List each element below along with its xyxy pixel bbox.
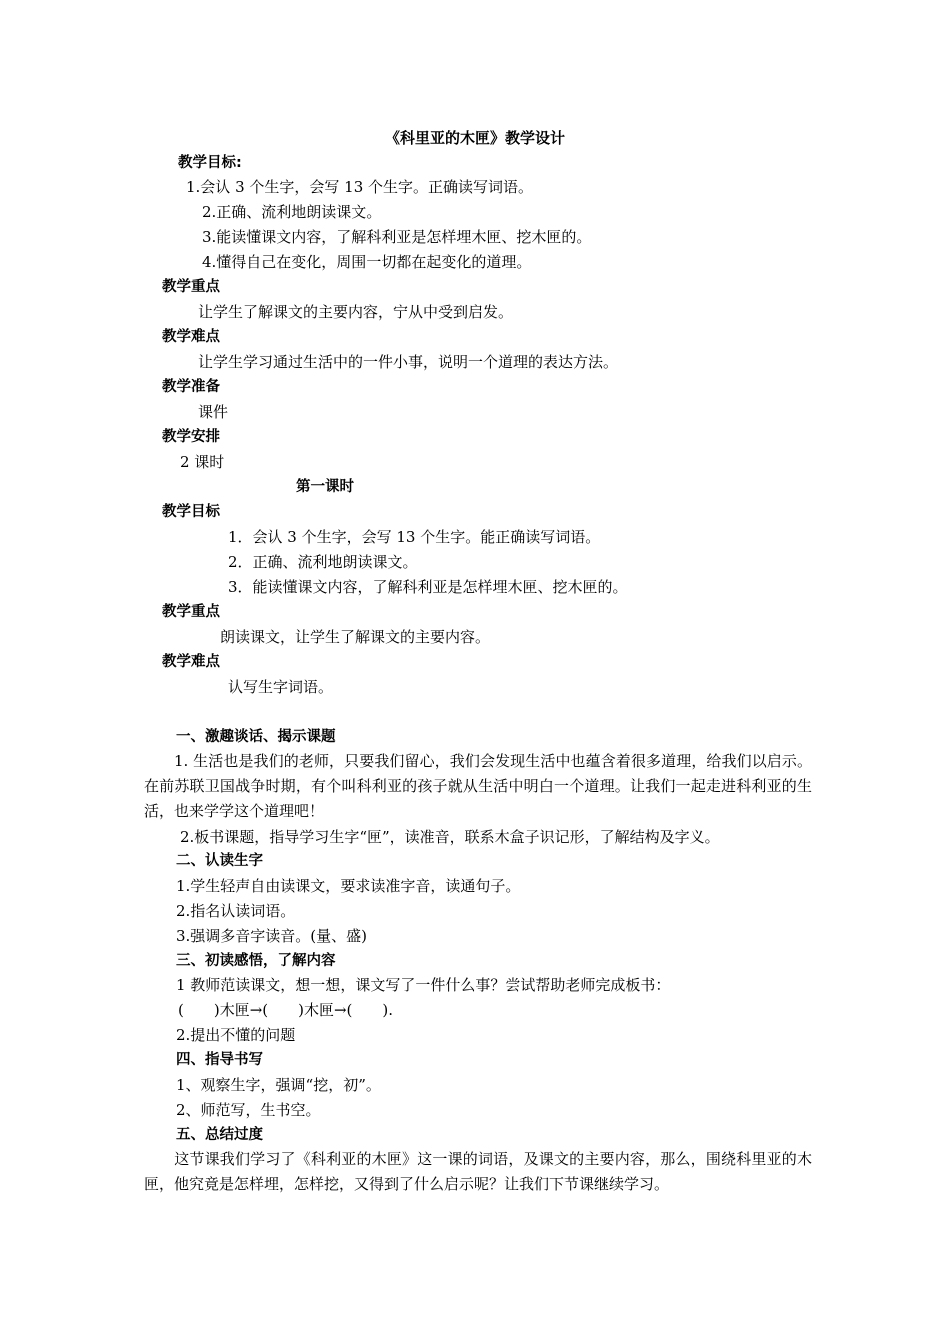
lesson1-heading: 第一课时 — [296, 479, 354, 495]
section2-item: 2.指名认读词语。 — [176, 902, 296, 920]
section3-paragraph-1: 1 教师范读课文，想一想，课文写了一件什么事？尝试帮助老师完成板书： — [176, 976, 671, 994]
lesson1-goal-item: 1．会认 3 个生字，会写 13 个生字。能正确读写词语。 — [228, 528, 601, 546]
goal-item: 3.能读懂课文内容，了解科利亚是怎样埋木匣、挖木匣的。 — [202, 228, 592, 246]
difficulty-text: 让学生学习通过生活中的一件小事，说明一个道理的表达方法。 — [198, 353, 619, 371]
prep-heading: 教学准备 — [162, 379, 220, 395]
section1-paragraph-1-text: 1. 生活也是我们的老师，只要我们留心，我们会发现生活中也蕴含着很多道理，给我们以启示。在前苏联卫国战争时期，有个叫科利亚的孩子就从生活中明白一个道理。让我们一起走进科利亚的生活，也来学学这个道理吧！ — [144, 752, 812, 820]
section5-paragraph-text: 这节课我们学习了《科利亚的木匣》这一课的词语，及课文的主要内容，那么，围绕科里亚的木匣，他究竟是怎样埋，怎样挖，又得到了什么启示呢？让我们下节课继续学习。 — [144, 1150, 812, 1193]
section3-board: ( )木匣→( )木匣→( ). — [178, 1001, 394, 1019]
lesson1-difficulty-text: 认写生字词语。 — [228, 678, 334, 696]
section4-item: 1、观察生字，强调“挖，初”。 — [176, 1076, 381, 1094]
goal-item: 2.正确、流利地朗读课文。 — [202, 203, 382, 221]
lesson1-difficulty-heading: 教学难点 — [162, 654, 220, 670]
key-heading: 教学重点 — [162, 279, 220, 295]
section4-item: 2、师范写，生书空。 — [176, 1101, 321, 1119]
section3-heading: 三、初读感悟，了解内容 — [176, 953, 336, 969]
section3-paragraph-2: 2.提出不懂的问题 — [176, 1026, 296, 1044]
section1-paragraph-2: 2.板书课题，指导学习生字“匣”，读准音，联系木盒子识记形，了解结构及字义。 — [180, 828, 720, 846]
goal-item: 4.懂得自己在变化，周围一切都在起变化的道理。 — [202, 253, 532, 271]
prep-text: 课件 — [198, 403, 229, 421]
difficulty-heading: 教学难点 — [162, 329, 220, 345]
section5-heading: 五、总结过度 — [176, 1127, 263, 1143]
lesson1-key-heading: 教学重点 — [162, 604, 220, 620]
lesson1-key-text: 朗读课文，让学生了解课文的主要内容。 — [220, 628, 491, 646]
schedule-heading: 教学安排 — [162, 429, 220, 445]
goal-item: 1.会认 3 个生字，会写 13 个生字。正确读写词语。 — [186, 178, 534, 196]
section1-paragraph-1 — [144, 749, 812, 824]
document-title: 《科里亚的木匣》教学设计 — [384, 129, 565, 147]
schedule-text: 2 课时 — [180, 453, 225, 471]
section2-item: 3.强调多音字读音。(量、盛) — [176, 927, 368, 945]
section2-item: 1.学生轻声自由读课文，要求读准字音，读通句子。 — [176, 877, 521, 895]
section1-heading: 一、激趣谈话、揭示课题 — [176, 729, 336, 745]
lesson1-goal-item: 2．正确、流利地朗读课文。 — [228, 553, 418, 571]
key-text: 让学生了解课文的主要内容，宁从中受到启发。 — [198, 303, 514, 321]
section2-heading: 二、认读生字 — [176, 853, 263, 869]
lesson1-goal-item: 3．能读懂课文内容，了解科利亚是怎样埋木匣、挖木匣的。 — [228, 578, 628, 596]
section5-paragraph — [144, 1147, 812, 1197]
section4-heading: 四、指导书写 — [176, 1052, 263, 1068]
lesson1-goals-heading: 教学目标 — [162, 504, 220, 520]
goals-heading: 教学目标: — [178, 155, 242, 171]
